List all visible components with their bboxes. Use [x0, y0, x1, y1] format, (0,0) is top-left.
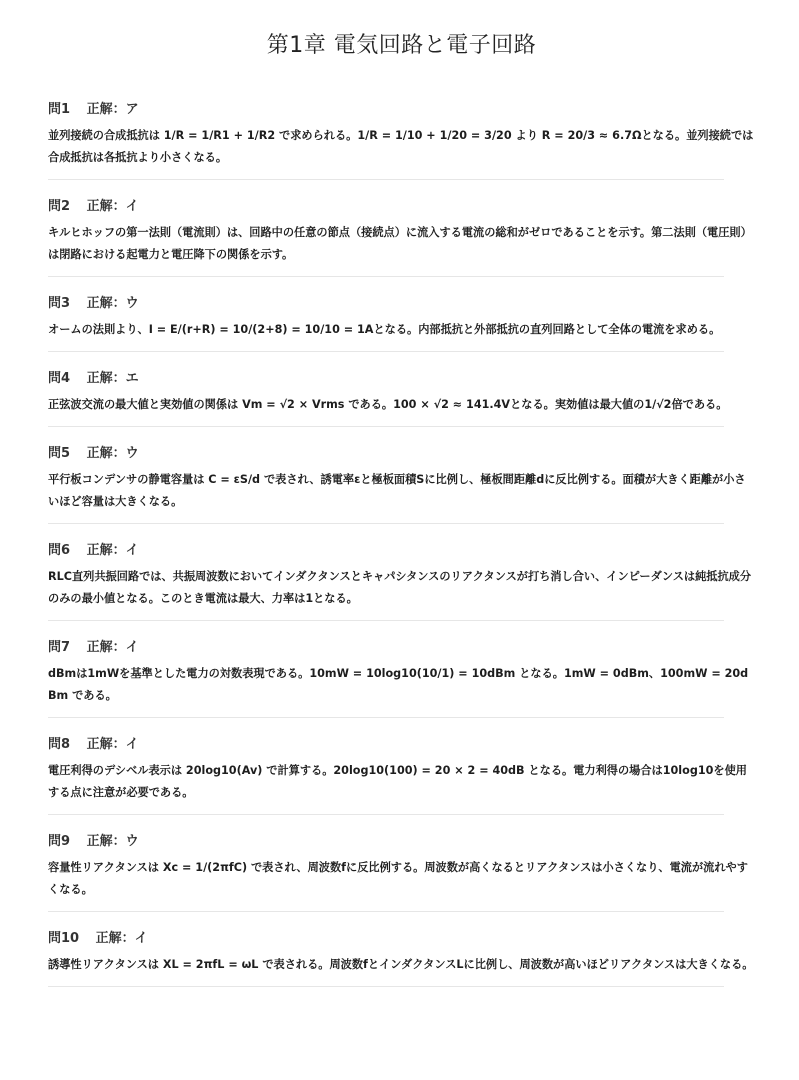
- correct-answer: 正解：ア: [86, 102, 139, 117]
- answer-explanation: オームの法則より、I = E/(r+R) = 10/(2+8) = 10/10 = 1Aとなる。内部抵抗と外部抵抗の直列回路として全体の電流を求める。: [48, 323, 721, 336]
- answer-explanation: 正弦波交流の最大値と実効値の関係は Vm = √2 × Vrms である。100 × √2 ≈ 141.4Vとなる。実効値は最大値の1/√2倍である。: [48, 398, 728, 411]
- answer-explanation: 電圧利得のデシベル表示は 20log10(Av) で計算する。20log10(100) = 20 × 2 = 40dB となる。電力利得の場合は10log10を使用する点に注意が必要である。: [48, 764, 747, 799]
- answer-header: [48, 101, 724, 119]
- answer-item-8: [48, 736, 747, 815]
- question-number: 問5: [48, 446, 71, 461]
- question-number: 問4: [48, 371, 71, 386]
- question-number: 問2: [48, 199, 71, 214]
- answer-header: [48, 198, 724, 216]
- question-number: 問8: [48, 737, 71, 752]
- answer-header: [48, 295, 724, 313]
- answer-explanation: 誘導性リアクタンスは XL = 2πfL = ωL で表される。周波数fとインダクタンスLに比例し、周波数が高いほどリアクタンスは大きくなる。: [48, 958, 754, 971]
- answer-item-6: [48, 542, 752, 621]
- answer-item-5: [48, 445, 746, 524]
- answer-item-4: [48, 370, 728, 427]
- answer-item-9: [48, 833, 748, 912]
- correct-answer: 正解：イ: [86, 543, 139, 558]
- answer-list: [48, 101, 755, 987]
- chapter-title: 第1章 電気回路と電子回路: [266, 33, 537, 58]
- answer-header: [48, 445, 724, 463]
- correct-answer: 正解：エ: [86, 371, 139, 386]
- answer-header: [48, 930, 724, 948]
- question-number: 問6: [48, 543, 71, 558]
- answer-item-10: [48, 930, 754, 987]
- question-number: 問9: [48, 834, 71, 849]
- correct-answer: 正解：イ: [86, 199, 139, 214]
- answer-explanation: 容量性リアクタンスは Xc = 1/(2πfC) で表され、周波数fに反比例する。周波数が高くなるとリアクタンスは小さくなり、電流が流れやすくなる。: [48, 861, 748, 896]
- question-number: 問10: [48, 931, 80, 946]
- answer-item-7: [48, 639, 749, 718]
- correct-answer: 正解：ウ: [86, 834, 139, 849]
- answer-explanation: 平行板コンデンサの静電容量は C = εS/d で表され、誘電率εと極板面積Sに比例し、極板間距離dに反比例する。面積が大きく距離が小さいほど容量は大きくなる。: [48, 473, 746, 508]
- answer-item-3: [48, 295, 724, 352]
- question-number: 問1: [48, 102, 71, 117]
- answer-item-2: [48, 198, 752, 277]
- answer-explanation: 並列接続の合成抵抗は 1/R = 1/R1 + 1/R2 で求められる。1/R = 1/10 + 1/20 = 3/20 より R = 20/3 ≈ 6.7Ωとなる。並列接続では合成抵抗は各抵抗より小さくなる。: [48, 129, 754, 164]
- answer-explanation: キルヒホッフの第一法則（電流則）は、回路中の任意の節点（接続点）に流入する電流の総和がゼロであることを示す。第二法則（電圧則）は閉路における起電力と電圧降下の関係を示す。: [48, 226, 752, 261]
- correct-answer: 正解：ウ: [86, 296, 139, 311]
- answer-explanation: RLC直列共振回路では、共振周波数においてインダクタンスとキャパシタンスのリアクタンスが打ち消し合い、インピーダンスは純抵抗成分のみの最小値となる。このとき電流は最大、力率は1となる。: [48, 570, 752, 605]
- correct-answer: 正解：イ: [95, 931, 148, 946]
- answer-header: [48, 542, 724, 560]
- correct-answer: 正解：イ: [86, 640, 139, 655]
- question-number: 問7: [48, 640, 71, 655]
- answer-header: [48, 370, 724, 388]
- correct-answer: 正解：ウ: [86, 446, 139, 461]
- answer-explanation: dBmは1mWを基準とした電力の対数表現である。10mW = 10log10(10/1) = 10dBm となる。1mW = 0dBm、100mW = 20dBm である。: [48, 667, 749, 702]
- correct-answer: 正解：イ: [86, 737, 139, 752]
- answer-item-1: [48, 101, 754, 180]
- answer-header: [48, 639, 724, 657]
- answer-header: [48, 833, 724, 851]
- question-number: 問3: [48, 296, 71, 311]
- answer-header: [48, 736, 724, 754]
